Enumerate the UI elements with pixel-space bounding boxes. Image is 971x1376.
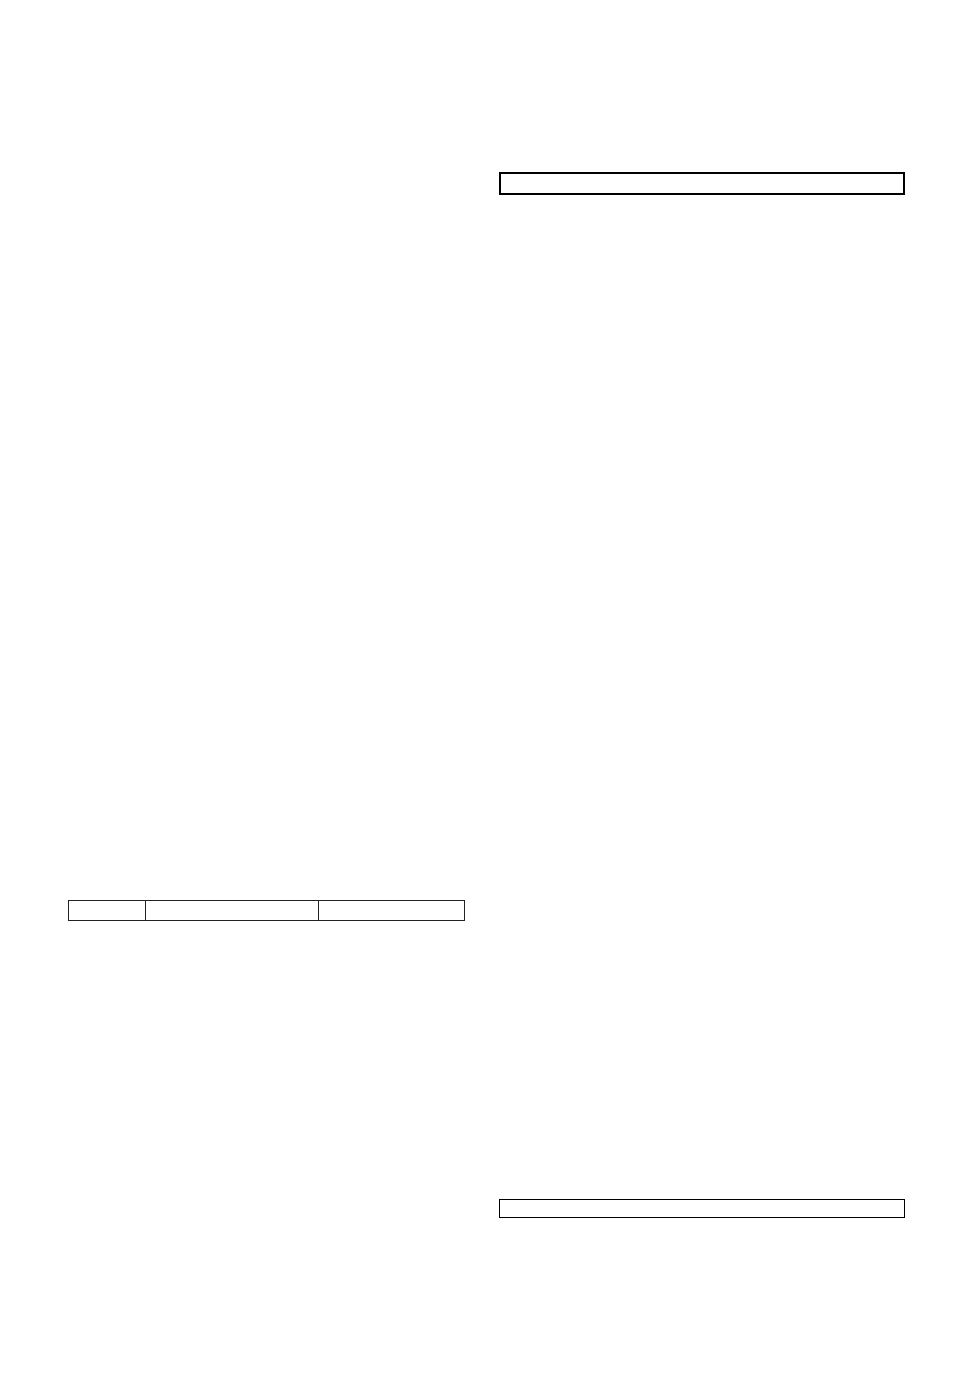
kids-union-box — [499, 172, 905, 195]
levels-table — [68, 900, 465, 921]
month-header — [499, 1199, 905, 1218]
levels-header-grade — [69, 901, 146, 921]
levels-header-period — [319, 901, 465, 921]
levels-header-age — [146, 901, 319, 921]
